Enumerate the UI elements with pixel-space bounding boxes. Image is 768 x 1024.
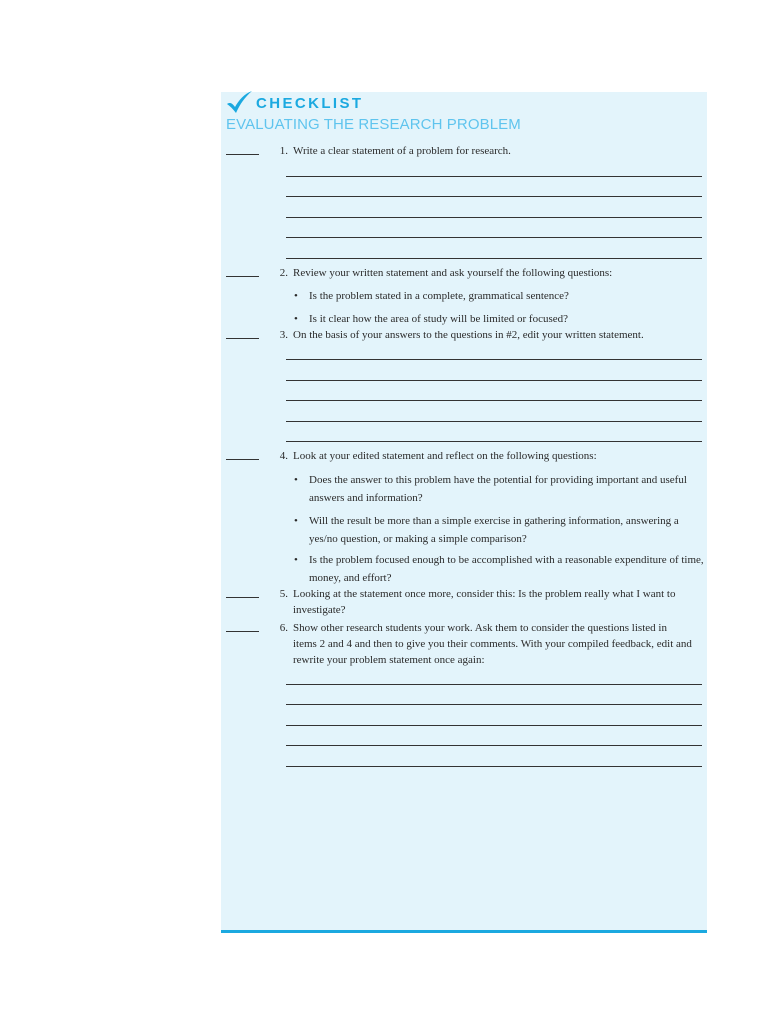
checklist-label: CHECKLIST	[256, 94, 364, 112]
item-2-bullet-2: Is it clear how the area of study will be limited or focused?	[309, 313, 569, 325]
bullet-dot: •	[294, 474, 298, 486]
item-text-5: Looking at the statement once more, consider this: Is the problem really what I want to investigate?	[293, 588, 676, 616]
checkmark-icon	[226, 90, 253, 114]
check-blank-5[interactable]	[226, 597, 259, 598]
bullet-dot: •	[294, 290, 298, 302]
check-blank-2[interactable]	[226, 276, 259, 277]
item-text-2: Review your written statement and ask yourself the following questions:	[293, 267, 613, 279]
item-number-6: 6.	[279, 622, 288, 634]
item-4-bullet-1: Does the answer to this problem have the potential for providing important and useful answers and information?	[309, 474, 687, 504]
writing-line[interactable]	[286, 725, 702, 726]
item-4-bullet-2: Will the result be more than a simple exercise in gathering information, answering a yes/no question, or making a simple comparison?	[309, 515, 679, 545]
item-text-4: Look at your edited statement and reflect on the following questions:	[293, 450, 597, 462]
check-blank-6[interactable]	[226, 631, 259, 632]
writing-line[interactable]	[286, 704, 702, 705]
check-blank-1[interactable]	[226, 154, 259, 155]
writing-line[interactable]	[286, 745, 702, 746]
bullet-dot: •	[294, 313, 298, 325]
item-number-1: 1.	[279, 145, 288, 157]
writing-line[interactable]	[286, 258, 702, 259]
check-blank-3[interactable]	[226, 338, 259, 339]
item-text-3: On the basis of your answers to the questions in #2, edit your written statement.	[293, 329, 644, 341]
item-2-bullet-1: Is the problem stated in a complete, grammatical sentence?	[309, 290, 569, 302]
writing-line[interactable]	[286, 359, 702, 360]
item-number-2: 2.	[279, 267, 288, 279]
item-number-5: 5.	[279, 588, 288, 600]
bullet-dot: •	[294, 515, 298, 527]
writing-line[interactable]	[286, 766, 702, 767]
item-number-3: 3.	[279, 329, 288, 341]
writing-line[interactable]	[286, 380, 702, 381]
writing-line[interactable]	[286, 421, 702, 422]
checklist-title: EVALUATING THE RESEARCH PROBLEM	[226, 116, 521, 133]
item-text-6: Show other research students your work. Ask them to consider the questions listed in items 2 and 4 and then to give you their comments. With your compiled feedback, edit and rewrite your problem statement once again:	[293, 622, 692, 666]
item-4-bullet-3: Is the problem focused enough to be accomplished with a reasonable expenditure of time, money, and effort?	[309, 554, 704, 584]
writing-line[interactable]	[286, 400, 702, 401]
writing-line[interactable]	[286, 176, 702, 177]
writing-line[interactable]	[286, 441, 702, 442]
writing-line[interactable]	[286, 217, 702, 218]
writing-line[interactable]	[286, 196, 702, 197]
bullet-dot: •	[294, 554, 298, 566]
check-blank-4[interactable]	[226, 459, 259, 460]
panel-bottom-rule	[221, 930, 707, 933]
item-number-4: 4.	[279, 450, 288, 462]
writing-line[interactable]	[286, 237, 702, 238]
item-text-1: Write a clear statement of a problem for research.	[293, 145, 511, 157]
checklist-header	[226, 89, 363, 115]
writing-line[interactable]	[286, 684, 702, 685]
